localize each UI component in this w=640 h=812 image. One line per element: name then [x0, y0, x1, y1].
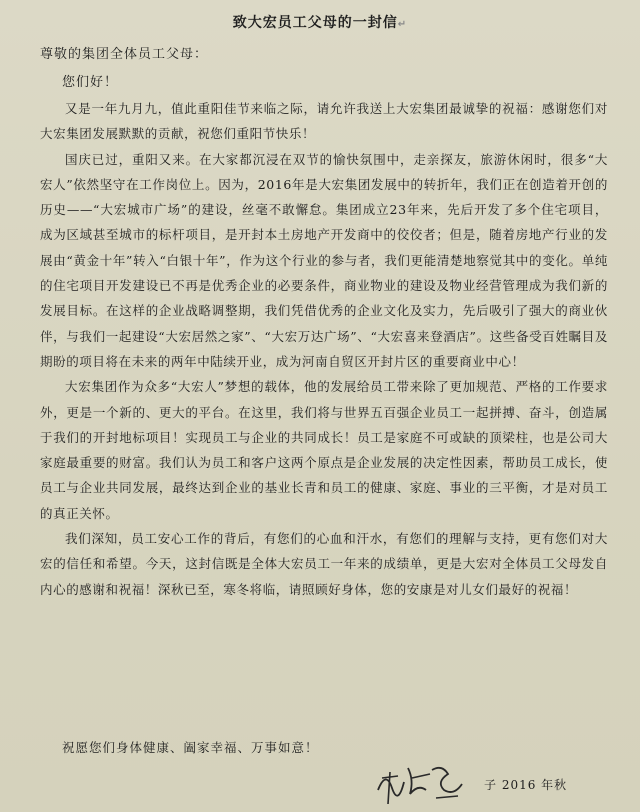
- letter-paragraph-2: 国庆已过，重阳又来。在大家都沉浸在双节的愉快氛围中，走亲探友，旅游休闲时，很多“大宏人”依然坚守在工作岗位上。因为，2016年是大宏集团发展中的转折年，我们正在创造着开创的历史——“大宏城市广场”的建设，丝毫不敢懈怠。集团成立23年来，先后开发了多个住宅项目，成为区域甚至城市的标杆项目，是开封本土房地产开发商中的佼佼者；但是，随着房地产行业的发展由“黄金十年”转入“白银十年”，作为这个行业的参与者，我们更能清楚地察觉其中的变化。单纯的住宅项目开发建设已不再是优秀企业的必要条件，商业物业的建设及物业经营管理成为我们新的发展目标。在这样的企业战略调整期，我们凭借优秀的企业文化及实力，先后吸引了强大的商业伙伴，与我们一起建设“大宏居然之家”、“大宏万达广场”、“大宏喜来登酒店”。这些备受百姓瞩目及期盼的项目将在未来的两年中陆续开业，成为河南自贸区开封片区的重要商业中心！: [40, 151, 608, 369]
- letter-closing: 祝愿您们身体健康、阖家幸福、万事如意！: [62, 740, 319, 755]
- letter-title-text: 致大宏员工父母的一封信: [232, 15, 398, 31]
- letter-paragraph-3: 大宏集团作为众多“大宏人”梦想的载体，他的发展给员工带来除了更加规范、严格的工作要求外，更是一个新的、更大的平台。在这里，我们将与世界五百强企业员工一起拼搏、奋斗，创造属于我们的开封地标项目！实现员工与企业的共同成长！员工是家庭不可或缺的顶梁柱，也是公司大家庭最重要的财富。我们认为员工和客户这两个原点是企业发展的决定性因素，帮助员工成长，使员工与企业共同发展，最终达到企业的基业长青和员工的健康、家庭、事业的三平衡，才是对员工的真正关怀。: [40, 379, 608, 521]
- letter-date: 子 2016 年秋: [484, 778, 568, 792]
- letter-greeting: 您们好！: [62, 75, 119, 90]
- letter-body: [40, 96, 608, 602]
- paragraph-mark-icon: ↵: [397, 19, 408, 30]
- handwritten-signature: [372, 760, 468, 808]
- letter-paragraph-4: 我们深知，员工安心工作的背后，有您们的心血和汗水，有您们的理解与支持，更有您们对大宏的信任和希望。今天，这封信既是全体大宏员工一年来的成绩单，更是大宏对全体员工父母发自内心的感谢和祝福！深秋已至，寒冬将临，请照顾好身体，您的安康是对儿女们最好的祝福！: [40, 531, 608, 597]
- letter-paragraph-1: 又是一年九月九，值此重阳佳节来临之际，请允许我送上大宏集团最诚挚的祝福：感谢您们对大宏集团发展默默的贡献，祝您们重阳节快乐！: [40, 101, 608, 142]
- letter-title: [0, 12, 640, 32]
- letter-salutation: 尊敬的集团全体员工父母：: [40, 47, 209, 62]
